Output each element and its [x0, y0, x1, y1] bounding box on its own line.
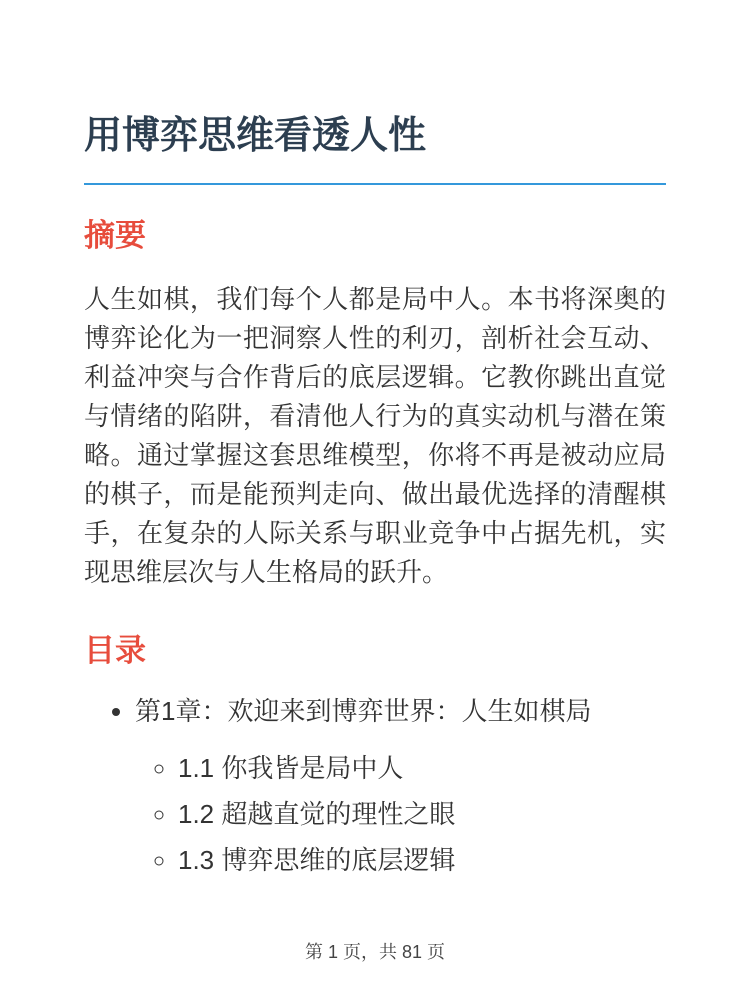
toc-heading: 目录: [84, 633, 146, 669]
summary-paragraph: 人生如棋，我们每个人都是局中人。本书将深奥的博弈论化为一把洞察人性的利刃，剖析社会互动、利益冲突与合作背后的底层逻辑。它教你跳出直觉与情绪的陷阱，看清他人行为的真实动机与潜在策略。通过掌握这套思维模型，你将不再是被动应局的棋子，而是能预判走向、做出最优选择的清醒棋手，在复杂的人际关系与职业竞争中占据先机，实现思维层次与人生格局的跃升。: [84, 284, 666, 588]
toc-chapter-label: 第1章：欢迎来到博弈世界：人生如棋局: [135, 696, 592, 726]
toc-list: [84, 692, 666, 880]
page-title: 用博弈思维看透人性: [84, 0, 666, 185]
toc-section-list: [135, 749, 666, 880]
toc-chapter-item: [135, 692, 666, 880]
toc-section-item: ◦ 1.3 博弈思维的底层逻辑: [178, 841, 666, 880]
toc-section-item: ◦ 1.2 超越直觉的理性之眼: [178, 795, 666, 834]
toc-section-item: ◦ 1.1 你我皆是局中人: [178, 749, 666, 788]
summary-heading: 摘要: [84, 217, 146, 253]
page-footer: 第 1 页，共 81 页: [304, 942, 446, 962]
